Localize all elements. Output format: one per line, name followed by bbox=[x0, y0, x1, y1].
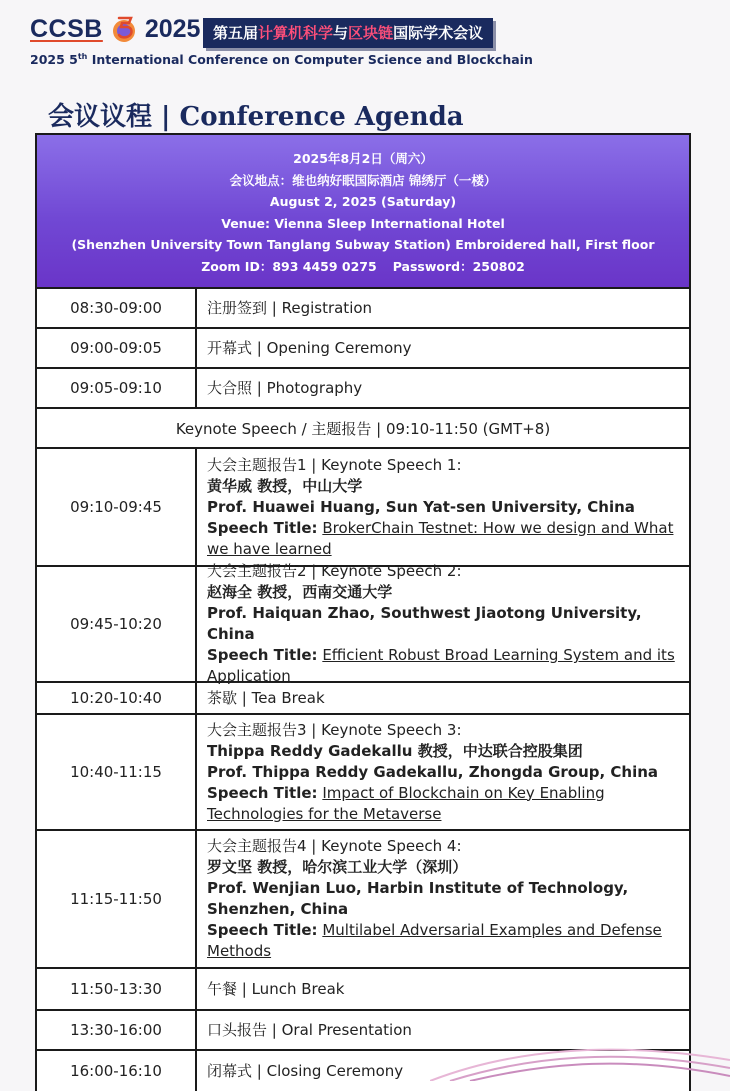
table-row bbox=[37, 683, 689, 715]
banner-part-c: 与 bbox=[333, 24, 349, 42]
row-content: 口头报告 | Oral Presentation bbox=[195, 1011, 689, 1049]
info-venue-en: Venue: Vienna Sleep International Hotel bbox=[221, 215, 505, 231]
table-row bbox=[37, 1051, 689, 1091]
banner-part-e: 国际学术会议 bbox=[393, 24, 484, 42]
speaker-en: Prof. Wenjian Luo, Harbin Institute of Technology, Shenzhen, China bbox=[207, 879, 629, 918]
row-time: 16:00-16:10 bbox=[70, 1062, 162, 1080]
row-content: 开幕式 | Opening Ceremony bbox=[195, 329, 689, 367]
sub-title-prefix: 2025 5 bbox=[30, 52, 78, 68]
row-time: 11:15-11:50 bbox=[70, 890, 162, 908]
row-time: 13:30-16:00 bbox=[70, 1021, 162, 1039]
keynote-content bbox=[195, 449, 689, 565]
speech-title: Efficient Robust Broad Learning System and its Application bbox=[207, 646, 675, 685]
keynote-label: 大会主题报告4 | Keynote Speech 4: bbox=[207, 837, 462, 855]
zoom-password: Password：250802 bbox=[392, 258, 525, 274]
keynote-label: 大会主题报告3 | Keynote Speech 3: bbox=[207, 720, 462, 739]
table-row bbox=[37, 831, 689, 969]
speech-title-label: Speech Title: bbox=[207, 518, 318, 537]
speech-title: Impact of Blockchain on Key Enabling Technologies for the Metaverse bbox=[207, 783, 605, 823]
table-row bbox=[37, 289, 689, 329]
sub-title-sup: th bbox=[77, 52, 88, 61]
sub-title-rest: International Conference on Computer Science and Blockchain bbox=[87, 52, 533, 68]
chinese-conference-banner bbox=[203, 18, 493, 48]
keynote-content bbox=[195, 831, 689, 967]
speaker-cn: 罗文坚 教授，哈尔滨工业大学（深圳） bbox=[207, 858, 468, 876]
speech-title-line bbox=[207, 518, 679, 560]
venue-info-box bbox=[37, 135, 689, 289]
speech-title-label: Speech Title: bbox=[207, 646, 318, 664]
table-row bbox=[37, 562, 689, 685]
keynote-content bbox=[195, 562, 689, 685]
speaker-cn: 赵海全 教授，西南交通大学 bbox=[207, 583, 393, 601]
speech-title-line bbox=[207, 920, 679, 962]
speech-title-line bbox=[207, 783, 679, 825]
row-content: 午餐 | Lunch Break bbox=[195, 969, 689, 1009]
speech-title: Multilabel Adversarial Examples and Defense Methods bbox=[207, 921, 662, 960]
table-row bbox=[37, 1011, 689, 1051]
banner-part-b: 计算机科学 bbox=[258, 24, 334, 42]
banner-part-d: 区块链 bbox=[348, 24, 394, 42]
keynote-content bbox=[195, 715, 689, 829]
row-time: 11:50-13:30 bbox=[70, 980, 162, 998]
conference-header bbox=[30, 10, 720, 70]
row-time: 10:20-10:40 bbox=[70, 689, 162, 707]
table-row bbox=[37, 449, 689, 567]
ccsb-logo bbox=[30, 12, 200, 46]
table-row bbox=[37, 329, 689, 369]
speaker-en: Prof. Thippa Reddy Gadekallu, Zhongda Group, China bbox=[207, 762, 659, 781]
row-content: 闭幕式 | Closing Ceremony bbox=[195, 1051, 689, 1091]
info-venue-cn: 会议地点：维也纳好眠国际酒店 锦绣厅（一楼） bbox=[229, 172, 497, 188]
row-time: 09:00-09:05 bbox=[70, 339, 162, 357]
logo-five-emblem-icon bbox=[109, 14, 139, 44]
row-content: 大合照 | Photography bbox=[195, 369, 689, 407]
row-time: 08:30-09:00 bbox=[70, 299, 162, 317]
agenda-table bbox=[35, 133, 691, 1091]
keynote-label: 大会主题报告1 | Keynote Speech 1: bbox=[207, 455, 462, 474]
table-row bbox=[37, 969, 689, 1011]
speech-title: BrokerChain Testnet: How we design and What we have learned bbox=[207, 518, 674, 558]
info-venue-detail: (Shenzhen University Town Tanglang Subway Station) Embroidered hall, First floor bbox=[71, 237, 655, 252]
english-conference-title bbox=[30, 52, 533, 67]
speech-title-line bbox=[207, 645, 679, 687]
speech-title-label: Speech Title: bbox=[207, 921, 318, 939]
row-content: 茶歇 | Tea Break bbox=[195, 683, 689, 713]
speaker-cn: 黄华威 教授，中山大学 bbox=[207, 476, 363, 495]
zoom-id: Zoom ID：893 4459 0275 bbox=[201, 258, 377, 274]
keynote-section-header: Keynote Speech / 主题报告 | 09:10-11:50 (GMT+8) bbox=[37, 409, 689, 449]
speaker-cn: Thippa Reddy Gadekallu 教授，中达联合控股集团 bbox=[207, 741, 583, 760]
row-time: 09:45-10:20 bbox=[70, 615, 162, 633]
row-time: 09:05-09:10 bbox=[70, 379, 162, 397]
table-row bbox=[37, 715, 689, 831]
row-time: 10:40-11:15 bbox=[70, 763, 162, 781]
speech-title-label: Speech Title: bbox=[207, 783, 318, 802]
info-date-en: August 2, 2025 (Saturday) bbox=[269, 194, 457, 209]
row-content: 注册签到 | Registration bbox=[195, 289, 689, 327]
table-row bbox=[37, 369, 689, 409]
row-time: 09:10-09:45 bbox=[70, 498, 162, 516]
speaker-en: Prof. Huawei Huang, Sun Yat-sen University, China bbox=[207, 497, 635, 516]
zoom-info bbox=[37, 256, 689, 278]
agenda-title: 会议议程 | Conference Agenda bbox=[48, 102, 464, 132]
banner-part-a: 第五届 bbox=[213, 24, 259, 42]
logo-ccsb-text: CCSB bbox=[30, 14, 103, 43]
speaker-en: Prof. Haiquan Zhao, Southwest Jiaotong University, China bbox=[207, 604, 642, 643]
logo-year: 2025 bbox=[144, 14, 201, 43]
keynote-label: 大会主题报告2 | Keynote Speech 2: bbox=[207, 562, 462, 580]
info-date-cn: 2025年8月2日（周六） bbox=[293, 151, 433, 166]
